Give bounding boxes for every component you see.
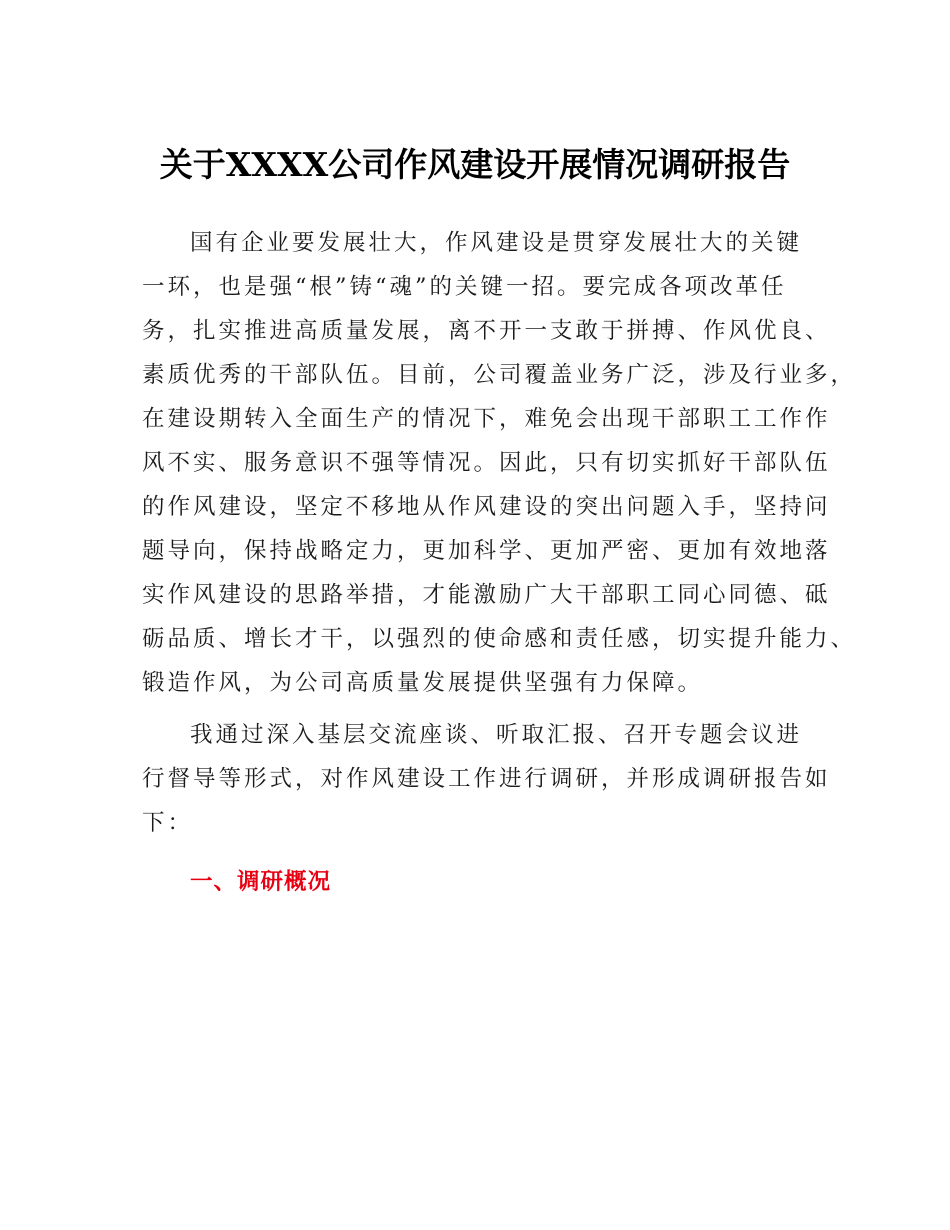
document-title: 关于XXXX公司作风建设开展情况调研报告 (159, 145, 791, 184)
paragraph-line: 务，扎实推进高质量发展，离不开一支敢于拼搏、作风优良、 (142, 318, 831, 344)
paragraph-method (142, 713, 832, 845)
paragraph-line: 素质优秀的干部队伍。目前，公司覆盖业务广泛，涉及行业多， (142, 362, 857, 388)
paragraph-line: 锻造作风，为公司高质量发展提供坚强有力保障。 (142, 670, 704, 696)
paragraph-line: 在建设期转入全面生产的情况下，难免会出现干部职工工作作 (142, 406, 831, 432)
paragraph-line: 我通过深入基层交流座谈、听取汇报、召开专题会议进 (190, 722, 803, 748)
paragraph-line: 风不实、服务意识不强等情况。因此，只有切实抓好干部队伍 (142, 450, 831, 476)
paragraph-intro (142, 221, 857, 705)
paragraph-line: 砺品质、增长才干，以强烈的使命感和责任感，切实提升能力、 (142, 626, 857, 652)
section-heading: 一、调研概况 (190, 869, 332, 895)
paragraph-line: 行督导等形式，对作风建设工作进行调研，并形成调研报告如 (142, 766, 831, 792)
paragraph-line: 一环，也是强“根”铸“魂”的关键一招。要完成各项改革任 (142, 274, 787, 300)
paragraph-line: 题导向，保持战略定力，更加科学、更加严密、更加有效地落 (142, 538, 831, 564)
paragraph-line: 实作风建设的思路举措，才能激励广大干部职工同心同德、砥 (142, 582, 831, 608)
paragraph-line: 的作风建设，坚定不移地从作风建设的突出问题入手，坚持问 (142, 494, 831, 520)
paragraph-line: 下： (142, 810, 194, 836)
paragraph-line: 国有企业要发展壮大，作风建设是贯穿发展壮大的关键 (190, 230, 803, 256)
